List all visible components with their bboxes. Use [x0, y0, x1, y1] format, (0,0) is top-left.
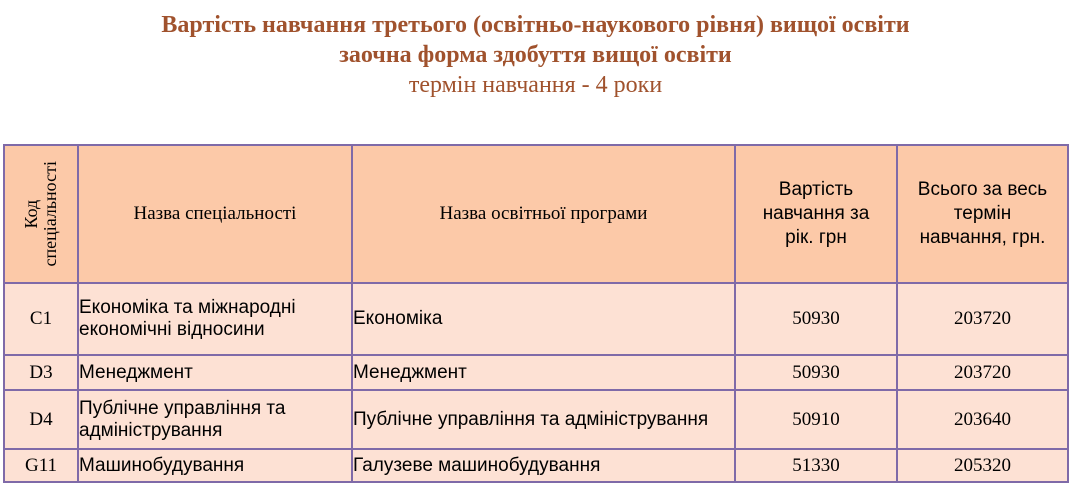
- row-code: С1: [4, 283, 78, 355]
- row-total-cost: 203720: [897, 283, 1068, 355]
- row-code: D3: [4, 355, 78, 390]
- row-program: Менеджмент: [352, 355, 735, 390]
- header-code: [4, 145, 78, 283]
- row-annual-cost: 50930: [735, 283, 897, 355]
- table-row: [4, 390, 1068, 449]
- row-code: G11: [4, 449, 78, 482]
- row-program: Галузеве машинобудування: [352, 449, 735, 482]
- heading-title: Вартість навчання третього (освітньо-наукового рівня) вищої освіти: [161, 12, 910, 38]
- page-heading: [0, 10, 1071, 100]
- header-annual-cost: Вартість навчання за рік. грн: [735, 145, 897, 283]
- heading-study-form: заочна форма здобуття вищої освіти: [339, 42, 732, 68]
- table-row: [4, 355, 1068, 390]
- table-row: [4, 449, 1068, 482]
- header-code-line2: спеціальності: [40, 161, 60, 267]
- row-annual-cost: 50910: [735, 390, 897, 449]
- row-total-cost: 205320: [897, 449, 1068, 482]
- header-specialty: Назва спеціальності: [78, 145, 352, 283]
- row-annual-cost: 51330: [735, 449, 897, 482]
- row-code: D4: [4, 390, 78, 449]
- row-specialty: Машинобудування: [78, 449, 352, 482]
- row-annual-cost: 50930: [735, 355, 897, 390]
- heading-duration: термін навчання - 4 роки: [408, 72, 663, 98]
- header-program: Назва освітньої програми: [352, 145, 735, 283]
- row-program: Економіка: [352, 283, 735, 355]
- row-specialty: Менеджмент: [78, 355, 352, 390]
- row-specialty: Публічне управління та адміністрування: [78, 390, 352, 449]
- row-total-cost: 203640: [897, 390, 1068, 449]
- tuition-table: [3, 144, 1069, 483]
- table-row: [4, 283, 1068, 355]
- row-program: Публічне управління та адміністрування: [352, 390, 735, 449]
- table-header-row: [4, 145, 1068, 283]
- header-total-cost: Всього за весь термін навчання, грн.: [897, 145, 1068, 283]
- row-total-cost: 203720: [897, 355, 1068, 390]
- row-specialty: Економіка та міжнародні економічні відносини: [78, 283, 352, 355]
- header-code-line1: Код: [21, 199, 41, 229]
